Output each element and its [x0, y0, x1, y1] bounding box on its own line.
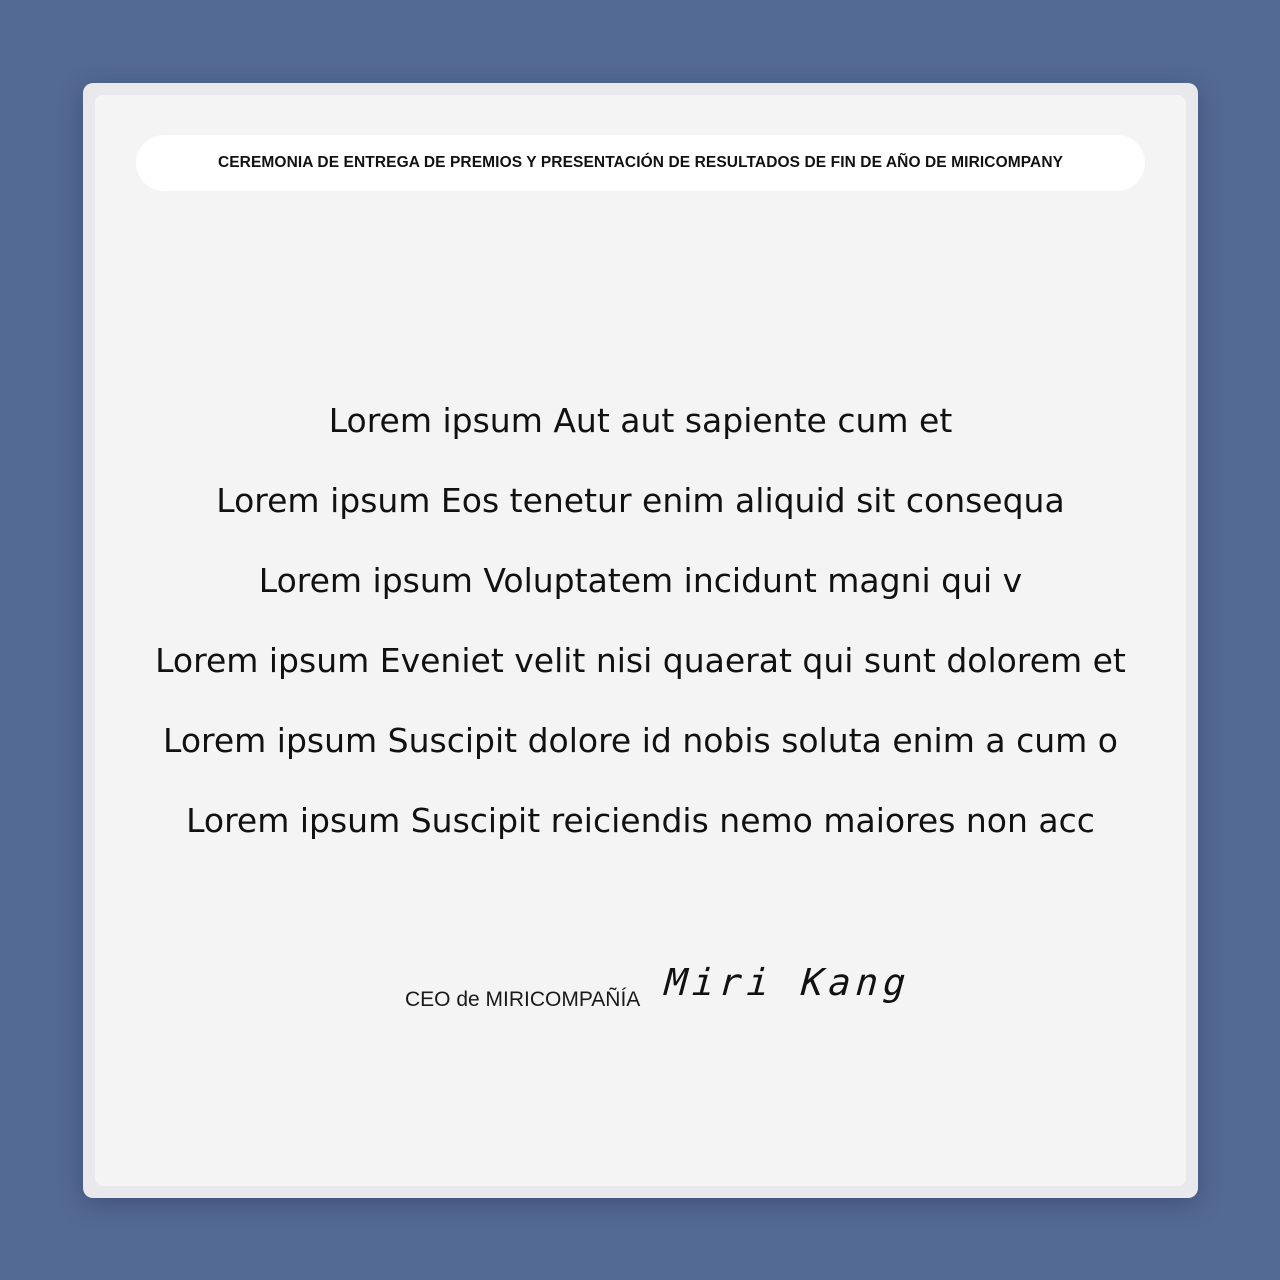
title-banner	[136, 135, 1145, 191]
document-card	[83, 83, 1198, 1198]
body-line: Lorem ipsum Suscipit reiciendis nemo maiores non acc	[186, 801, 1095, 840]
body-text	[95, 381, 1186, 861]
document-title: CEREMONIA DE ENTREGA DE PREMIOS Y PRESENTACIÓN DE RESULTADOS DE FIN DE AÑO DE MIRICOMPANY	[217, 154, 1064, 171]
body-line: Lorem ipsum Suscipit dolore id nobis soluta enim a cum o	[163, 721, 1118, 760]
body-line: Lorem ipsum Voluptatem incidunt magni qui v	[258, 561, 1023, 600]
body-line: Lorem ipsum Eveniet velit nisi quaerat qui sunt dolorem et	[155, 641, 1126, 680]
document-page	[95, 95, 1186, 1186]
handwritten-signature: Miri Kang	[663, 961, 912, 1004]
signer-role: CEO de MIRICOMPAÑÍA	[405, 988, 641, 1011]
body-line: Lorem ipsum Eos tenetur enim aliquid sit consequa	[216, 481, 1065, 520]
body-line: Lorem ipsum Aut aut sapiente cum et	[328, 401, 953, 440]
